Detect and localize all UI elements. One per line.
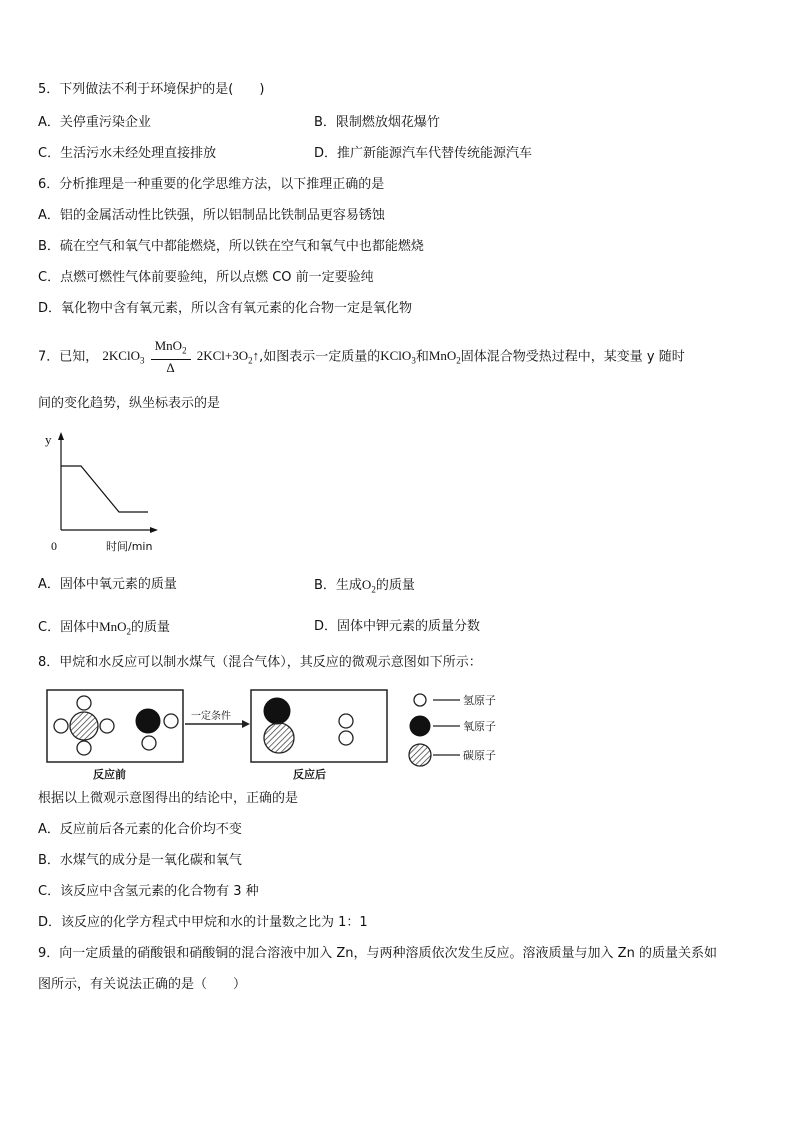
before-label: 反应前 bbox=[93, 768, 126, 781]
q7-option-d: D．固体中钾元素的质量分数 bbox=[314, 619, 481, 634]
q9-stem-line2: 图所示，有关说法正确的是（ ） bbox=[38, 977, 247, 992]
q6-option-b: B．硫在空气和氧气中都能燃烧，所以铁在空气和氧气中也都能燃烧 bbox=[38, 239, 424, 254]
q7-stem: 7．已知， 2KClO$_3$ $\frac{MnO_2}{\Delta}$ $2KCl+3O_2↑$,如图表示一定质量的KClO$_3$和MnO$_2$固体混合物受热过程中，某变量 y 随时 bbox=[38, 338, 685, 375]
q8-option-b: B．水煤气的成分是一氧化碳和氧气 bbox=[38, 853, 242, 868]
legend-oxygen-label: 氧原子 bbox=[463, 720, 496, 733]
q6-option-d: D．氧化物中含有氧元素，所以含有氧元素的化合物一定是氧化物 bbox=[38, 301, 413, 316]
legend-oxygen-icon bbox=[410, 716, 430, 736]
hydrogen-atom bbox=[339, 731, 353, 745]
graph-x-label: 时间/min bbox=[106, 540, 153, 553]
q7-option-a: A．固体中氧元素的质量 bbox=[38, 577, 177, 592]
legend-carbon-icon bbox=[409, 744, 431, 766]
hydrogen-atom bbox=[142, 736, 156, 750]
q5-option-b: B．限制燃放烟花爆竹 bbox=[314, 115, 440, 130]
q7-reaction-condition bbox=[151, 338, 191, 376]
q7-equation-right: $2KCl+3O_2↑$ bbox=[196, 348, 260, 366]
q7-catalyst: MnO$_2$ bbox=[151, 338, 191, 360]
legend-carbon-label: 碳原子 bbox=[463, 749, 496, 762]
hydrogen-atom bbox=[54, 719, 68, 733]
arrow-condition-label: 一定条件 bbox=[191, 711, 231, 722]
q7-equation-left: 2KClO$_3$ bbox=[102, 348, 145, 366]
q8-option-a: A．反应前后各元素的化合价均不变 bbox=[38, 822, 242, 837]
q9-stem-line1: 9．向一定质量的硝酸银和硝酸铜的混合溶液中加入 Zn，与两种溶质依次发生反应。溶液质量与加入 Zn 的质量关系如 bbox=[38, 946, 717, 961]
legend-hydrogen-label: 氢原子 bbox=[463, 694, 496, 707]
oxygen-atom bbox=[264, 698, 290, 724]
after-label: 反应后 bbox=[293, 768, 326, 781]
q7-option-c: C．固体中MnO$_2$的质量 bbox=[38, 619, 171, 637]
q7-prefix: 7．已知， bbox=[38, 349, 99, 365]
y-axis-arrow-icon bbox=[58, 432, 64, 440]
q8-option-d: D．该反应的化学方程式中甲烷和水的计量数之比为 1：1 bbox=[38, 915, 368, 930]
graph-y-label: y bbox=[45, 432, 52, 447]
q5-option-d: D．推广新能源汽车代替传统能源汽车 bbox=[314, 146, 533, 161]
q7-graph bbox=[40, 428, 170, 558]
carbon-atom bbox=[264, 723, 294, 753]
graph-origin-label: 0 bbox=[51, 539, 57, 553]
legend-hydrogen-icon bbox=[414, 694, 426, 706]
q6-stem: 6．分析推理是一种重要的化学思维方法，以下推理正确的是 bbox=[38, 177, 385, 192]
hydrogen-atom bbox=[339, 714, 353, 728]
trend-line bbox=[61, 466, 148, 512]
oxygen-atom bbox=[136, 709, 160, 733]
q8-option-c: C．该反应中含氢元素的化合物有 3 种 bbox=[38, 884, 259, 899]
q8-stem: 8．甲烷和水反应可以制水煤气（混合气体），其反应的微观示意图如下所示： bbox=[38, 655, 482, 670]
carbon-atom bbox=[70, 712, 98, 740]
q7-heat-symbol: Δ bbox=[166, 359, 175, 375]
hydrogen-atom bbox=[100, 719, 114, 733]
hydrogen-atom bbox=[77, 741, 91, 755]
q7-kclo3: KClO$_3$ bbox=[380, 348, 416, 366]
q6-option-c: C．点燃可燃性气体前要验纯，所以点燃 CO 前一定要验纯 bbox=[38, 270, 374, 285]
q5-option-c: C．生活污水未经处理直接排放 bbox=[38, 146, 217, 161]
q5-stem: 5．下列做法不利于环境保护的是( ) bbox=[38, 82, 265, 97]
q7-stem-line2: 间的变化趋势，纵坐标表示的是 bbox=[38, 396, 221, 411]
x-axis-arrow-icon bbox=[150, 527, 158, 533]
q5-option-a: A．关停重污染企业 bbox=[38, 115, 151, 130]
q8-conclusion-lead: 根据以上微观示意图得出的结论中，正确的是 bbox=[38, 791, 299, 806]
q6-option-a: A．铝的金属活动性比铁强，所以铝制品比铁制品更容易锈蚀 bbox=[38, 208, 385, 223]
q8-reaction-diagram bbox=[45, 688, 515, 783]
hydrogen-atom bbox=[77, 696, 91, 710]
arrow-head-icon bbox=[242, 720, 250, 728]
hydrogen-atom bbox=[164, 714, 178, 728]
gas-arrow-icon: ↑ bbox=[252, 348, 260, 364]
q7-option-b: B．生成$O_2$的质量 bbox=[314, 577, 415, 595]
q7-mno2: MnO$_2$ bbox=[428, 348, 461, 366]
